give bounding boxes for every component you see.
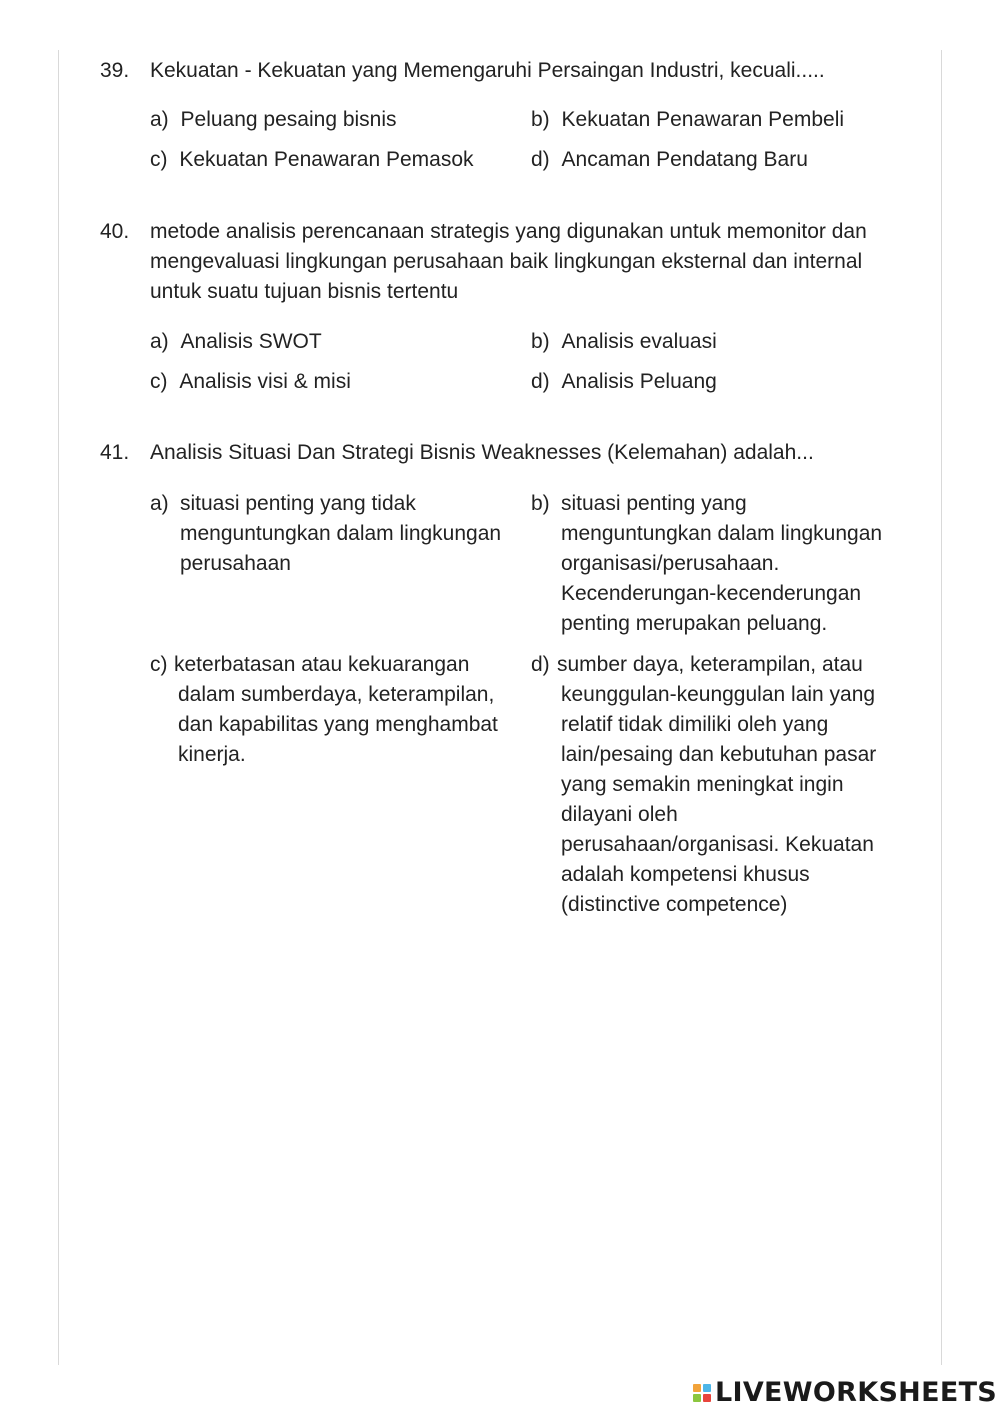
- option-label: a): [150, 330, 169, 353]
- logo-block: [703, 1384, 711, 1392]
- option-text-line: perusahaan: [180, 552, 291, 575]
- option-text-line: situasi penting yang: [561, 492, 747, 515]
- option-text: Ancaman Pendatang Baru: [561, 148, 808, 171]
- logo-block: [703, 1394, 711, 1402]
- question-39-number: 39.: [100, 59, 130, 82]
- question-text-line: untuk suatu tujuan bisnis tertentu: [150, 280, 459, 303]
- question-41-number: 41.: [100, 441, 130, 464]
- option-text-line: situasi penting yang tidak: [180, 492, 416, 515]
- question-40-option-a[interactable]: [150, 327, 322, 357]
- option-label: a): [150, 492, 169, 515]
- logo-block: [693, 1394, 701, 1402]
- question-41-text: Analisis Situasi Dan Strategi Bisnis Weaknesses (Kelemahan) adalah...: [150, 441, 814, 464]
- right-margin-line: [941, 50, 942, 1365]
- question-40-option-b[interactable]: [531, 327, 717, 357]
- option-text-line: dalam sumberdaya, keterampilan,: [178, 683, 495, 706]
- question-39-option-c[interactable]: [150, 145, 474, 175]
- option-text: Kekuatan Penawaran Pemasok: [179, 148, 474, 171]
- option-text-line: perusahaan/organisasi. Kekuatan: [561, 833, 874, 856]
- option-text-line: yang semakin meningkat ingin: [561, 773, 844, 796]
- question-39-option-d[interactable]: [531, 145, 808, 175]
- question-41-option-b[interactable]: [531, 489, 931, 639]
- option-label: b): [531, 492, 550, 515]
- option-text-line: keunggulan-keunggulan lain yang: [561, 683, 876, 706]
- option-text: [557, 650, 931, 920]
- left-margin-line: [58, 50, 59, 1365]
- option-text: Analisis SWOT: [180, 330, 322, 353]
- option-label: b): [531, 108, 550, 131]
- option-text-line: kinerja.: [178, 743, 246, 766]
- option-text-line: keterbatasan atau kekuarangan: [174, 653, 470, 676]
- option-text-line: Kecenderungan-kecenderungan: [561, 582, 862, 605]
- question-40-text: [150, 217, 910, 307]
- option-label: c): [150, 653, 168, 676]
- option-text-line: organisasi/perusahaan.: [561, 552, 780, 575]
- logo-block: [693, 1384, 701, 1392]
- option-text-line: lain/pesaing dan kebutuhan pasar: [561, 743, 877, 766]
- option-text: Analisis Peluang: [561, 370, 717, 393]
- option-text: Peluang pesaing bisnis: [180, 108, 397, 131]
- option-text: [174, 650, 525, 770]
- liveworksheets-logo[interactable]: [693, 1376, 997, 1410]
- question-41-option-c[interactable]: [150, 650, 525, 770]
- question-39-text: Kekuatan - Kekuatan yang Memengaruhi Persaingan Industri, kecuali.....: [150, 59, 825, 82]
- question-39-option-a[interactable]: [150, 105, 397, 135]
- option-text: Analisis visi & misi: [179, 370, 351, 393]
- question-text-line: metode analisis perencanaan strategis yang digunakan untuk memonitor dan: [150, 220, 867, 243]
- question-40-option-c[interactable]: [150, 367, 351, 397]
- option-label: b): [531, 330, 550, 353]
- question-39-option-b[interactable]: [531, 105, 844, 135]
- option-text: Kekuatan Penawaran Pembeli: [561, 108, 845, 131]
- question-text-line: mengevaluasi lingkungan perusahaan baik lingkungan eksternal dan internal: [150, 250, 863, 273]
- option-text-line: (distinctive competence): [561, 893, 788, 916]
- option-text: Analisis evaluasi: [561, 330, 717, 353]
- option-text: [180, 489, 525, 579]
- logo-blocks-icon: [693, 1384, 711, 1402]
- question-41-option-a[interactable]: [150, 489, 525, 579]
- option-text: [561, 489, 931, 639]
- option-label: d): [531, 653, 550, 676]
- option-text-line: menguntungkan dalam lingkungan: [180, 522, 502, 545]
- option-label: c): [150, 148, 168, 171]
- option-text-line: adalah kompetensi khusus: [561, 863, 810, 886]
- option-text-line: sumber daya, keterampilan, atau: [557, 653, 863, 676]
- option-label: d): [531, 370, 550, 393]
- option-label: c): [150, 370, 168, 393]
- question-41-option-d[interactable]: [531, 650, 931, 920]
- option-text-line: dan kapabilitas yang menghambat: [178, 713, 498, 736]
- question-40-option-d[interactable]: [531, 367, 717, 397]
- option-text-line: menguntungkan dalam lingkungan: [561, 522, 883, 545]
- option-label: a): [150, 108, 169, 131]
- option-text-line: dilayani oleh: [561, 803, 678, 826]
- question-40-number: 40.: [100, 220, 130, 243]
- option-text-line: relatif tidak dimiliki oleh yang: [561, 713, 829, 736]
- brand-name: LIVEWORKSHEETS: [715, 1377, 998, 1408]
- option-text-line: penting merupakan peluang.: [561, 612, 828, 635]
- option-label: d): [531, 148, 550, 171]
